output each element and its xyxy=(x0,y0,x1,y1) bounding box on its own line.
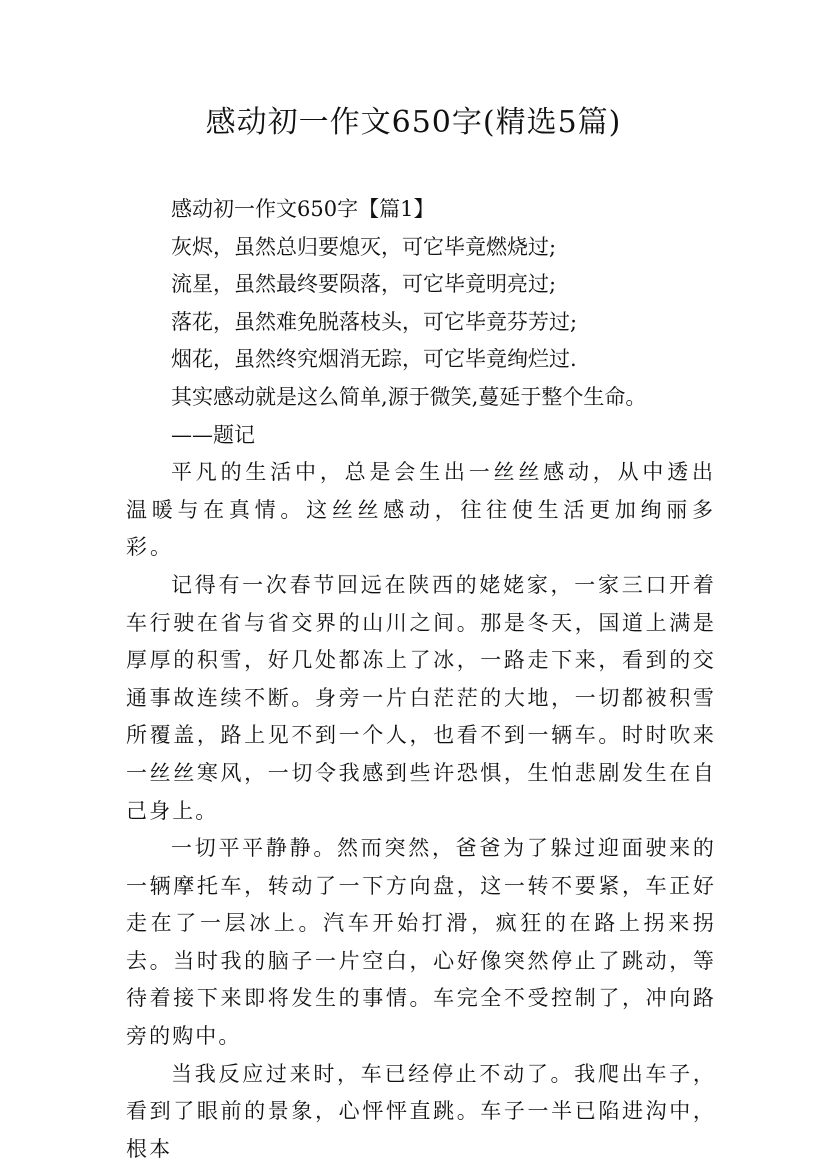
epigraph-attribution: ——题记 xyxy=(171,422,255,447)
paragraph: 当我反应过来时，车已经停止不动了。我爬出车子，看到了眼前的景象，心怦怦直跳。车子一半已陷进沟中，根本 xyxy=(126,1061,716,1161)
poem-line: 灰烬，虽然总归要熄灭，可它毕竟燃烧过; xyxy=(171,234,557,259)
paragraph: 平凡的生活中，总是会生出一丝丝感动，从中透出温暖与在真情。这丝丝感动，往往使生活更加绚丽多彩。 xyxy=(126,460,716,560)
epigraph-line: 其实感动就是这么简单,源于微笑,蔓延于整个生命。 xyxy=(171,384,647,409)
paragraph: 一切平平静静。然而突然，爸爸为了躲过迎面驶来的一辆摩托车，转动了一下方向盘，这一转不要紧，车正好走在了一层冰上。汽车开始打滑，疯狂的在路上拐来拐去。当时我的脑子一片空白，心好像突然停止了跳动，等待着接下来即将发生的事情。车完全不受控制了，冲向路旁的购中。 xyxy=(126,836,716,1049)
poem-line: 烟花，虽然终究烟消无踪，可它毕竟绚烂过. xyxy=(171,347,577,372)
paragraph: 记得有一次春节回远在陕西的姥姥家，一家三口开着车行驶在省与省交界的山川之间。那是冬天，国道上满是厚厚的积雪，好几处都冻上了冰，一路走下来，看到的交通事故连续不断。身旁一片白茫茫的大地，一切都被积雪所覆盖，路上见不到一个人，也看不到一辆车。时时吹来一丝丝寒风，一切令我感到些许恐惧，生怕悲剧发生在自己身上。 xyxy=(126,572,716,823)
section-heading: 感动初一作文650字【篇1】 xyxy=(171,197,435,221)
poem-line: 落花，虽然难免脱落枝头，可它毕竟芬芳过; xyxy=(171,309,578,334)
poem-line: 流星，虽然最终要陨落，可它毕竟明亮过; xyxy=(171,272,557,297)
article-body xyxy=(126,191,716,1168)
document-title: 感动初一作文650字(精选5篇) xyxy=(205,105,622,140)
